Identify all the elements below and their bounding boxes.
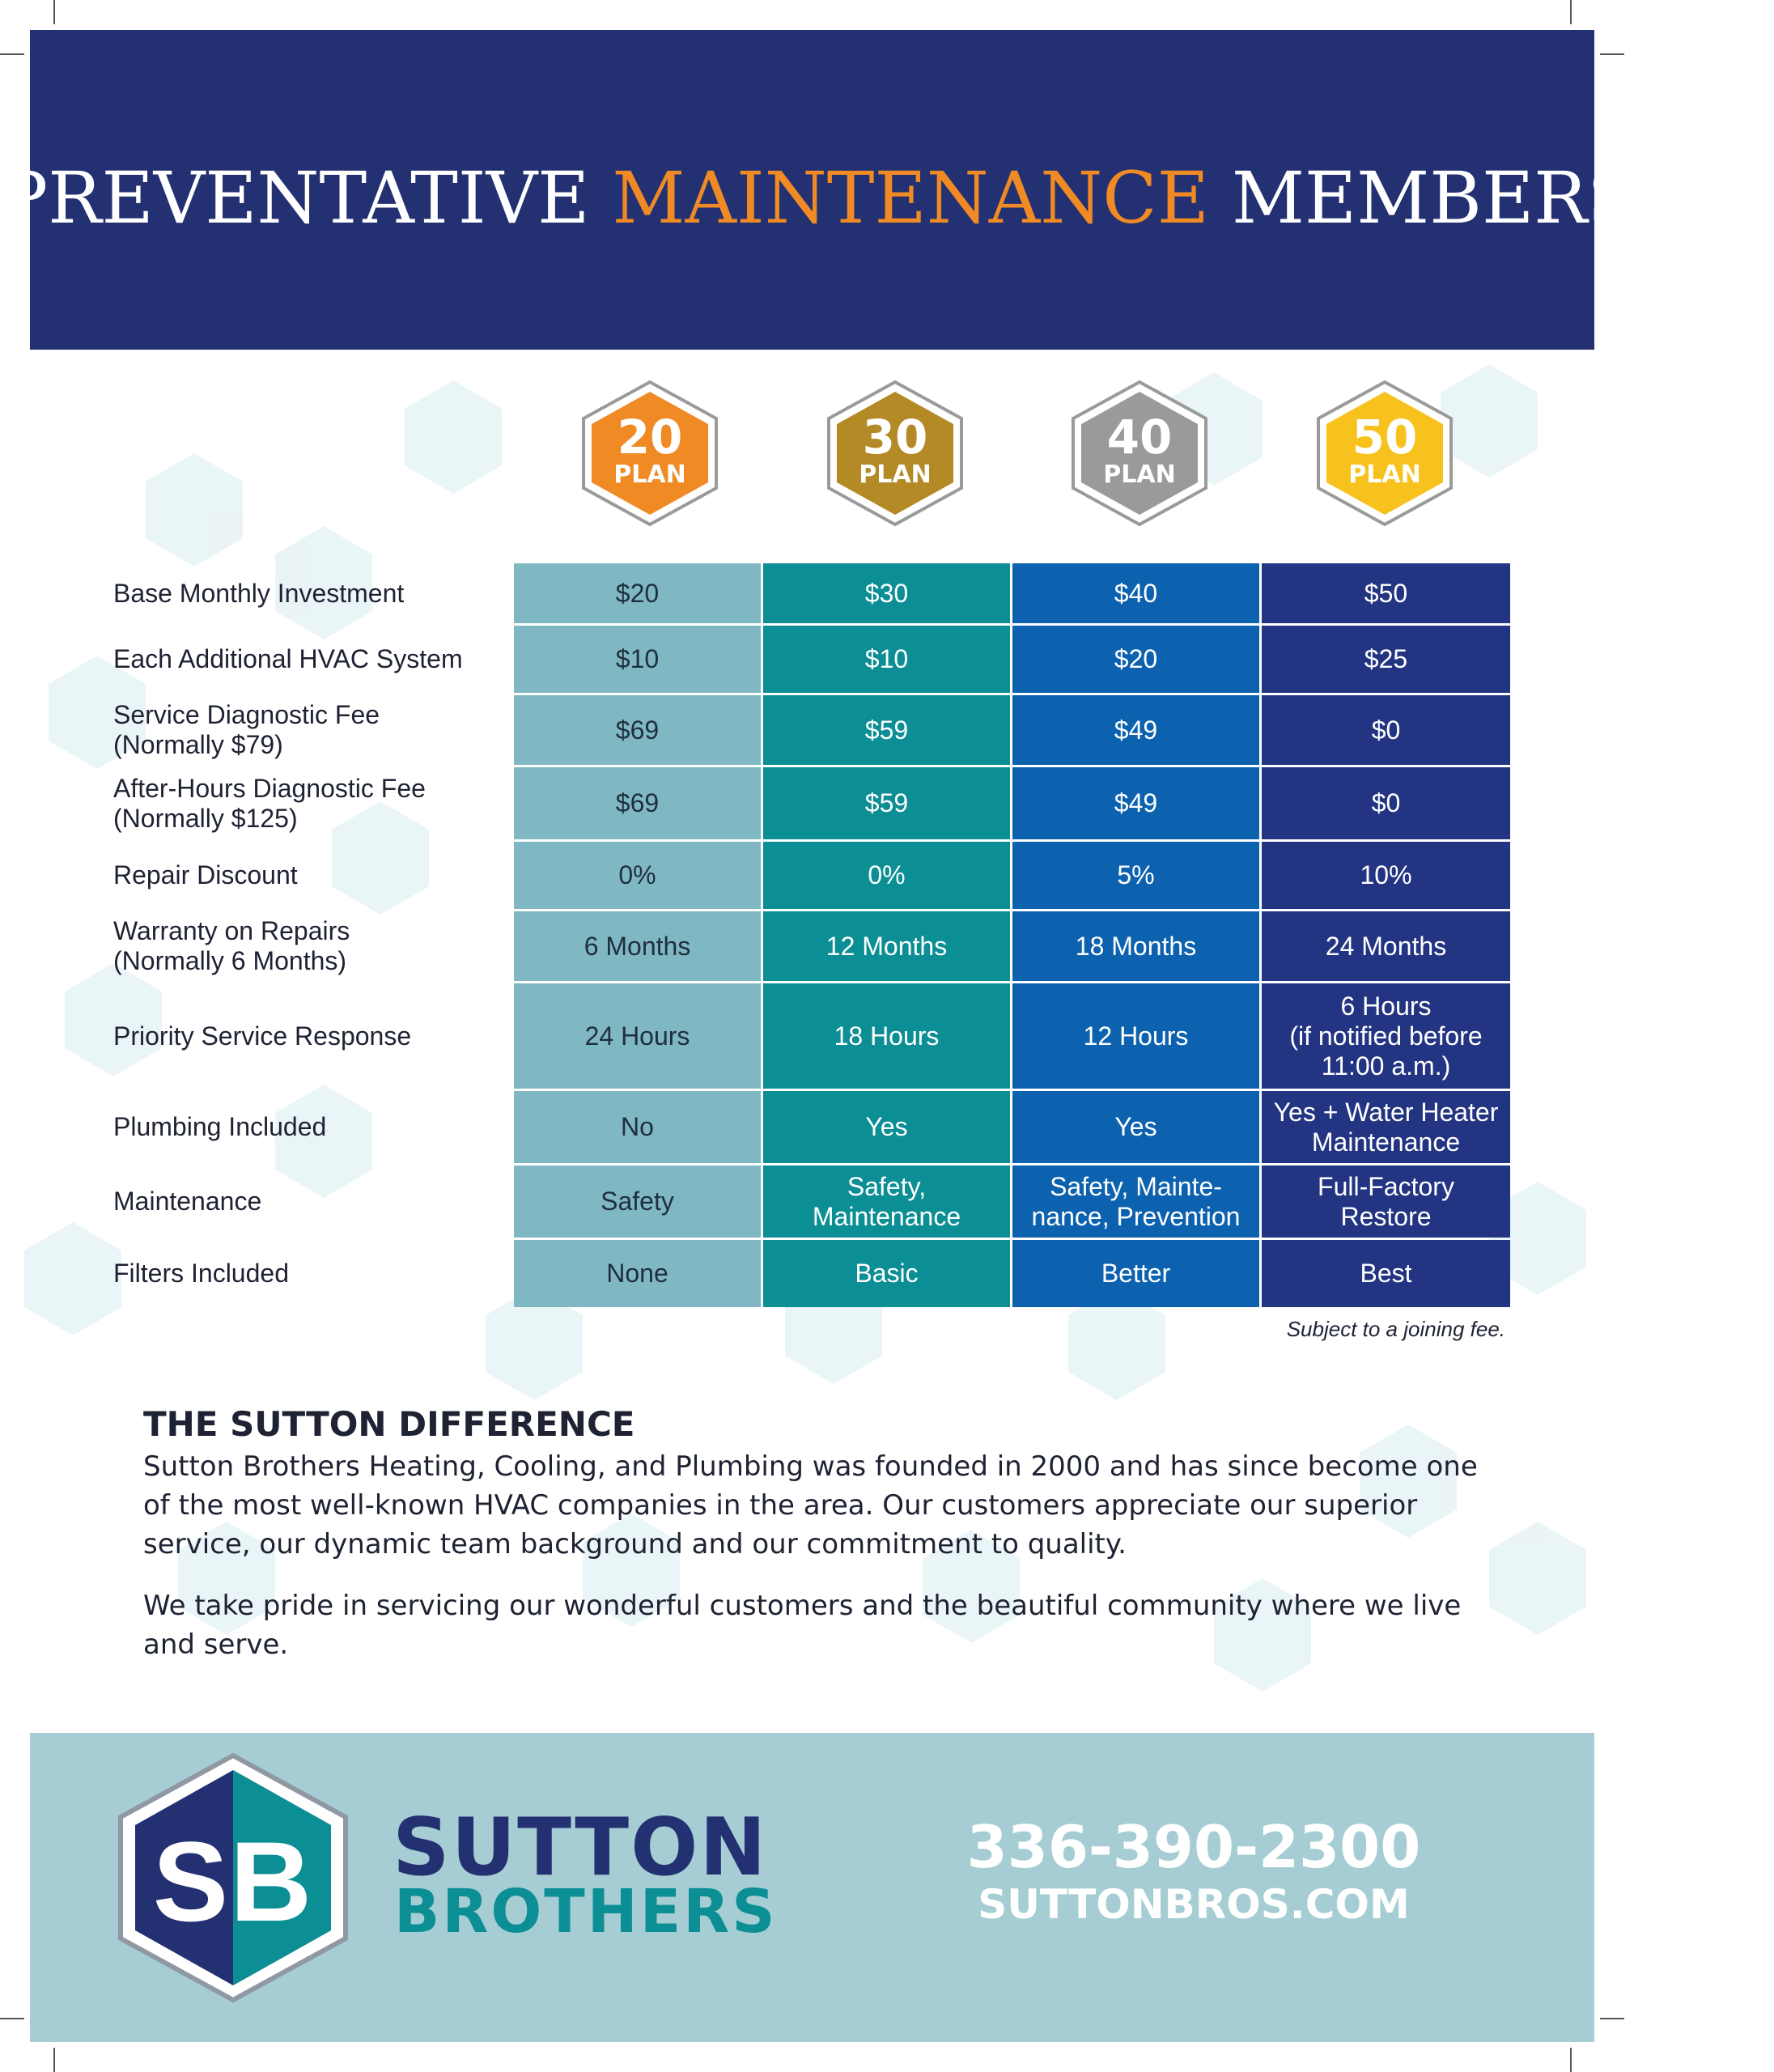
- plan-badge-20: [580, 380, 719, 526]
- table-cell: Yes + Water Heater Maintenance: [1262, 1091, 1510, 1163]
- crop-mark: [1600, 53, 1624, 55]
- crop-mark: [1570, 0, 1572, 24]
- plan-label: PLAN: [1103, 461, 1176, 489]
- website-link[interactable]: SUTTONBROS.COM: [978, 1881, 1410, 1928]
- table-cell: $20: [1012, 626, 1259, 693]
- table-cell: $25: [1262, 626, 1510, 693]
- row-label: Warranty on Repairs (Normally 6 Months): [113, 916, 350, 975]
- row-label: Base Monthly Investment: [113, 578, 405, 608]
- brand-name-line1: SUTTON: [393, 1802, 768, 1894]
- table-cell: No: [514, 1091, 761, 1163]
- row-label: Service Diagnostic Fee (Normally $79): [113, 700, 380, 759]
- table-cell: $40: [1012, 563, 1259, 623]
- row-label: Plumbing Included: [113, 1112, 327, 1141]
- table-cell: 24 Hours: [514, 983, 761, 1089]
- table-cell: $69: [514, 695, 761, 765]
- table-cell: $69: [514, 767, 761, 839]
- row-label: Each Additional HVAC System: [113, 644, 463, 673]
- table-cell: $0: [1262, 767, 1510, 839]
- plan-badge-30: [825, 380, 965, 526]
- row-label: Priority Service Response: [113, 1021, 412, 1051]
- plan-label: PLAN: [1348, 461, 1421, 489]
- section-heading: THE SUTTON DIFFERENCE: [143, 1404, 635, 1444]
- table-cell: $0: [1262, 695, 1510, 765]
- plan-label: PLAN: [859, 461, 932, 489]
- row-label: Filters Included: [113, 1259, 289, 1288]
- row-label: After-Hours Diagnostic Fee (Normally $125): [113, 773, 426, 833]
- title-part-maintenance: MAINTENANCE: [612, 156, 1209, 240]
- table-cell: Basic: [763, 1240, 1010, 1307]
- table-cell: Better: [1012, 1240, 1259, 1307]
- plan-number: 50: [1352, 410, 1418, 465]
- table-cell: $30: [763, 563, 1010, 623]
- crop-mark: [1570, 2048, 1572, 2072]
- about-paragraph-2: We take pride in servicing our wonderful customers and the beautiful community where we live and serve.: [143, 1590, 1462, 1661]
- table-cell: 12 Months: [763, 911, 1010, 981]
- brand-name-line2: BROTHERS: [394, 1877, 778, 1947]
- table-cell: Yes: [1012, 1091, 1259, 1163]
- table-cell: Safety, Maintenance: [763, 1166, 1010, 1238]
- table-cell: $10: [514, 626, 761, 693]
- title-part-preventative: PREVENTATIVE: [0, 156, 590, 240]
- page-title: [0, 156, 1774, 240]
- table-cell: 0%: [763, 842, 1010, 909]
- crop-mark: [1600, 2018, 1624, 2019]
- table-cell: 18 Months: [1012, 911, 1259, 981]
- table-cell: Best: [1262, 1240, 1510, 1307]
- table-cell: 6 Months: [514, 911, 761, 981]
- table-cell: 24 Months: [1262, 911, 1510, 981]
- table-cell: 12 Hours: [1012, 983, 1259, 1089]
- about-paragraph-1: Sutton Brothers Heating, Cooling, and Plumbing was founded in 2000 and has since become one of the most well-known HVAC companies in the area. Our customers appreciate our superior service, our dynamic team background and our commitment to quality.: [143, 1450, 1478, 1560]
- table-cell: 5%: [1012, 842, 1259, 909]
- plan-label: PLAN: [613, 461, 686, 489]
- table-cell: $50: [1262, 563, 1510, 623]
- title-part-membership: MEMBERSHIP: [1231, 156, 1774, 240]
- crop-mark: [0, 2018, 24, 2019]
- row-label: Repair Discount: [113, 860, 298, 890]
- table-cell: Full-Factory Restore: [1262, 1166, 1510, 1238]
- crop-mark: [0, 53, 24, 55]
- table-cell: $49: [1012, 767, 1259, 839]
- plan-badge-50: [1315, 380, 1454, 526]
- table-cell: Safety, Mainte- nance, Prevention: [1012, 1166, 1259, 1238]
- table-cell: $20: [514, 563, 761, 623]
- table-cell: 18 Hours: [763, 983, 1010, 1089]
- joining-fee-footnote: Subject to a joining fee.: [1286, 1317, 1505, 1341]
- table-cell: $10: [763, 626, 1010, 693]
- plan-number: 40: [1106, 410, 1173, 465]
- table-cell: $59: [763, 767, 1010, 839]
- table-cell: 6 Hours (if notified before 11:00 a.m.): [1262, 983, 1510, 1089]
- row-label: Maintenance: [113, 1187, 262, 1216]
- phone-number[interactable]: 336-390-2300: [966, 1813, 1421, 1881]
- crop-mark: [53, 2048, 55, 2072]
- plan-number: 20: [617, 410, 683, 465]
- crop-mark: [53, 0, 55, 24]
- plan-badge-40: [1070, 380, 1209, 526]
- table-cell: 0%: [514, 842, 761, 909]
- plan-number: 30: [862, 410, 928, 465]
- table-cell: 10%: [1262, 842, 1510, 909]
- table-cell: Yes: [763, 1091, 1010, 1163]
- table-cell: Safety: [514, 1166, 761, 1238]
- table-cell: $49: [1012, 695, 1259, 765]
- logo-monogram: SB: [152, 1818, 314, 1945]
- table-cell: None: [514, 1240, 761, 1307]
- table-cell: $59: [763, 695, 1010, 765]
